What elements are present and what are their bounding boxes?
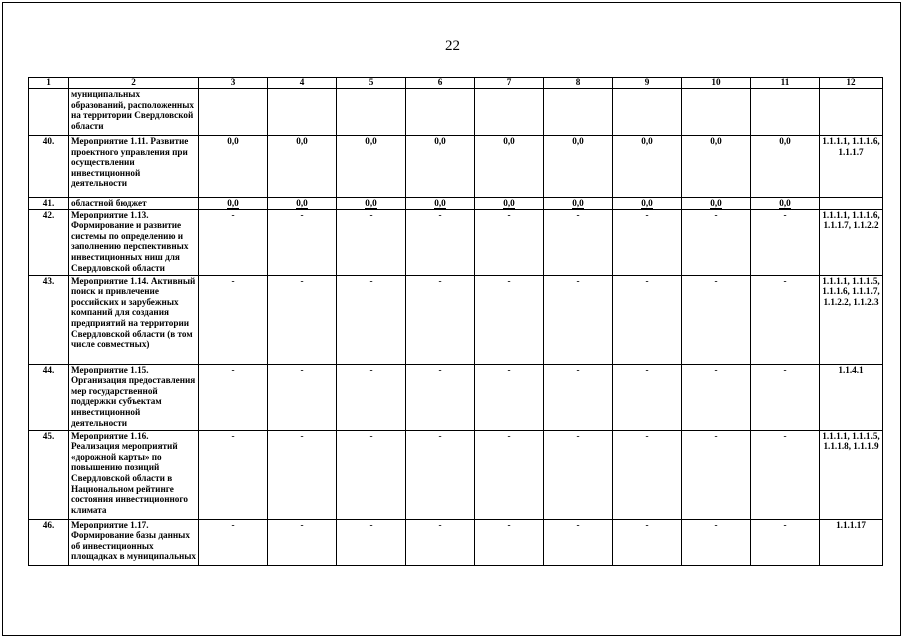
value-cell [406, 364, 475, 430]
row-name-cell: Мероприятие 1.16. Реализация мероприятий «дорожной карты» по повышению позиций Свердловской области в Национальном рейтинге состояния инвестиционного климата [69, 430, 199, 519]
value-cell [682, 519, 751, 565]
value-text: - [507, 209, 511, 220]
target-indicators-cell: 1.1.4.1 [820, 364, 883, 430]
value-text: - [783, 364, 787, 375]
value-text: 0,0 [296, 198, 308, 208]
value-text: 0,0 [227, 136, 239, 146]
value-cell [751, 198, 820, 210]
value-cell [544, 136, 613, 198]
value-text: - [369, 519, 373, 530]
table-row [29, 364, 883, 430]
value-cell [544, 519, 613, 565]
row-number-cell: 42. [29, 209, 69, 275]
value-text: - [783, 275, 787, 286]
header-cell: 6 [406, 78, 475, 89]
page-number: 22 [445, 38, 460, 54]
value-cell [613, 430, 682, 519]
value-text: 0,0 [572, 198, 584, 208]
value-text: - [576, 519, 580, 530]
value-text: - [507, 364, 511, 375]
value-text: - [645, 519, 649, 530]
value-text: 0,0 [434, 136, 446, 146]
value-text: - [645, 209, 649, 220]
value-text: - [714, 364, 718, 375]
value-text: 0,0 [710, 136, 722, 146]
value-cell [544, 275, 613, 364]
value-cell [268, 209, 337, 275]
value-text: - [714, 275, 718, 286]
value-text: - [783, 209, 787, 220]
value-cell [475, 209, 544, 275]
value-cell [406, 519, 475, 565]
value-text: - [576, 209, 580, 220]
row-name-cell: Мероприятие 1.13. Формирование и развитие системы по определению и заполнению перспективных инвестиционных ниш для Свердловской области [69, 209, 199, 275]
value-text: 0,0 [572, 136, 584, 146]
value-cell [475, 198, 544, 210]
row-number-cell: 43. [29, 275, 69, 364]
value-text: - [714, 519, 718, 530]
value-cell [682, 198, 751, 210]
value-text: - [369, 364, 373, 375]
value-text: - [645, 275, 649, 286]
value-text: 0,0 [779, 136, 791, 146]
value-cell [544, 89, 613, 136]
value-text: 0,0 [227, 198, 239, 208]
value-cell [199, 275, 268, 364]
header-cell: 12 [820, 78, 883, 89]
value-cell [268, 430, 337, 519]
value-cell [406, 209, 475, 275]
target-indicators-cell: 1.1.1.17 [820, 519, 883, 565]
value-cell [751, 519, 820, 565]
value-cell [199, 430, 268, 519]
value-text: - [369, 209, 373, 220]
header-cell: 3 [199, 78, 268, 89]
value-text: - [714, 430, 718, 441]
row-number-cell: 44. [29, 364, 69, 430]
value-cell [337, 364, 406, 430]
value-text: - [369, 430, 373, 441]
table-row [29, 209, 883, 275]
value-text: - [438, 209, 442, 220]
row-number-cell: 41. [29, 198, 69, 210]
value-cell [406, 136, 475, 198]
value-cell [751, 364, 820, 430]
target-indicators-cell [820, 198, 883, 210]
value-cell [406, 198, 475, 210]
value-cell [268, 275, 337, 364]
value-cell [337, 209, 406, 275]
target-indicators-cell: 1.1.1.1, 1.1.1.5, 1.1.1.8, 1.1.1.9 [820, 430, 883, 519]
value-cell [268, 198, 337, 210]
value-cell [268, 364, 337, 430]
value-cell [682, 136, 751, 198]
value-cell [751, 275, 820, 364]
value-text: - [438, 275, 442, 286]
value-text: 0,0 [503, 136, 515, 146]
value-cell [199, 198, 268, 210]
value-text: - [783, 430, 787, 441]
row-name-cell: Мероприятие 1.17. Формирование базы данных об инвестиционных площадках в муниципальных [69, 519, 199, 565]
value-cell [682, 275, 751, 364]
value-text: 0,0 [296, 136, 308, 146]
value-text: - [231, 364, 235, 375]
value-text: - [576, 275, 580, 286]
row-name-cell: областной бюджет [69, 198, 199, 210]
table-row [29, 89, 883, 136]
row-number-cell: 40. [29, 136, 69, 198]
header-row [29, 78, 883, 89]
target-indicators-cell [820, 89, 883, 136]
value-cell [406, 89, 475, 136]
value-cell [682, 89, 751, 136]
value-cell [544, 364, 613, 430]
value-cell [751, 89, 820, 136]
value-cell [199, 364, 268, 430]
value-cell [475, 430, 544, 519]
table-row [29, 519, 883, 565]
row-number-cell: 46. [29, 519, 69, 565]
row-name-cell: Мероприятие 1.15. Организация предоставления мер государственной поддержки субъектам инвестиционной деятельности [69, 364, 199, 430]
value-cell [337, 89, 406, 136]
value-text: 0,0 [503, 198, 515, 208]
value-cell [751, 430, 820, 519]
value-text: - [576, 364, 580, 375]
value-cell [268, 519, 337, 565]
value-cell [475, 275, 544, 364]
data-table [28, 77, 883, 566]
value-text: 0,0 [434, 198, 446, 208]
header-cell: 5 [337, 78, 406, 89]
header-cell: 4 [268, 78, 337, 89]
value-text: - [231, 275, 235, 286]
value-cell [475, 136, 544, 198]
value-cell [544, 209, 613, 275]
header-cell: 2 [69, 78, 199, 89]
value-text: - [231, 430, 235, 441]
header-cell: 8 [544, 78, 613, 89]
row-number-cell: 45. [29, 430, 69, 519]
value-text: - [645, 430, 649, 441]
value-cell [475, 519, 544, 565]
row-name-cell: Мероприятие 1.11. Развитие проектного управления при осуществлении инвестиционной деятельности [69, 136, 199, 198]
value-cell [268, 89, 337, 136]
value-text: 0,0 [365, 136, 377, 146]
header-cell: 7 [475, 78, 544, 89]
value-text: 0,0 [641, 198, 653, 208]
row-name-cell: муниципальных образований, расположенных на территории Свердловской области [69, 89, 199, 136]
target-indicators-cell: 1.1.1.1, 1.1.1.6, 1.1.1.7, 1.1.2.2 [820, 209, 883, 275]
target-indicators-cell: 1.1.1.1, 1.1.1.6, 1.1.1.7 [820, 136, 883, 198]
value-text: - [300, 209, 304, 220]
value-text: - [438, 364, 442, 375]
value-text: - [507, 519, 511, 530]
value-cell [613, 89, 682, 136]
value-cell [199, 209, 268, 275]
value-text: - [231, 209, 235, 220]
table-row [29, 430, 883, 519]
value-cell [337, 430, 406, 519]
value-cell [199, 519, 268, 565]
value-cell [613, 198, 682, 210]
value-cell [613, 364, 682, 430]
table-row [29, 275, 883, 364]
value-text: 0,0 [365, 198, 377, 208]
value-cell [544, 430, 613, 519]
value-text: - [438, 519, 442, 530]
value-cell [337, 198, 406, 210]
value-text: 0,0 [641, 136, 653, 146]
value-cell [682, 209, 751, 275]
value-text: - [507, 430, 511, 441]
value-cell [682, 364, 751, 430]
table-row [29, 136, 883, 198]
row-number-cell [29, 89, 69, 136]
value-cell [544, 198, 613, 210]
value-text: - [576, 430, 580, 441]
value-text: - [231, 519, 235, 530]
value-text: - [714, 209, 718, 220]
value-cell [751, 136, 820, 198]
row-name-cell: Мероприятие 1.14. Активный поиск и привлечение российских и зарубежных компаний для создания предприятий на территории Свердловской области (в том числе совместных) [69, 275, 199, 364]
value-text: - [300, 430, 304, 441]
value-cell [613, 519, 682, 565]
value-cell [406, 275, 475, 364]
value-cell [475, 89, 544, 136]
value-cell [406, 430, 475, 519]
value-text: 0,0 [779, 198, 791, 208]
value-text: - [507, 275, 511, 286]
header-cell: 11 [751, 78, 820, 89]
value-cell [199, 89, 268, 136]
value-cell [337, 275, 406, 364]
header-cell: 10 [682, 78, 751, 89]
header-cell: 9 [613, 78, 682, 89]
value-text: - [645, 364, 649, 375]
value-text: - [783, 519, 787, 530]
value-cell [613, 136, 682, 198]
value-cell [337, 519, 406, 565]
value-cell [337, 136, 406, 198]
value-cell [475, 364, 544, 430]
table-body [29, 89, 883, 566]
value-cell [199, 136, 268, 198]
header-cell: 1 [29, 78, 69, 89]
target-indicators-cell: 1.1.1.1, 1.1.1.5, 1.1.1.6, 1.1.1.7, 1.1.2.2, 1.1.2.3 [820, 275, 883, 364]
value-text: - [300, 519, 304, 530]
value-text: 0,0 [710, 198, 722, 208]
value-text: - [300, 364, 304, 375]
value-cell [613, 209, 682, 275]
table-row [29, 198, 883, 210]
value-cell [751, 209, 820, 275]
value-cell [268, 136, 337, 198]
value-text: - [300, 275, 304, 286]
value-text: - [438, 430, 442, 441]
value-cell [682, 430, 751, 519]
value-cell [613, 275, 682, 364]
value-text: - [369, 275, 373, 286]
